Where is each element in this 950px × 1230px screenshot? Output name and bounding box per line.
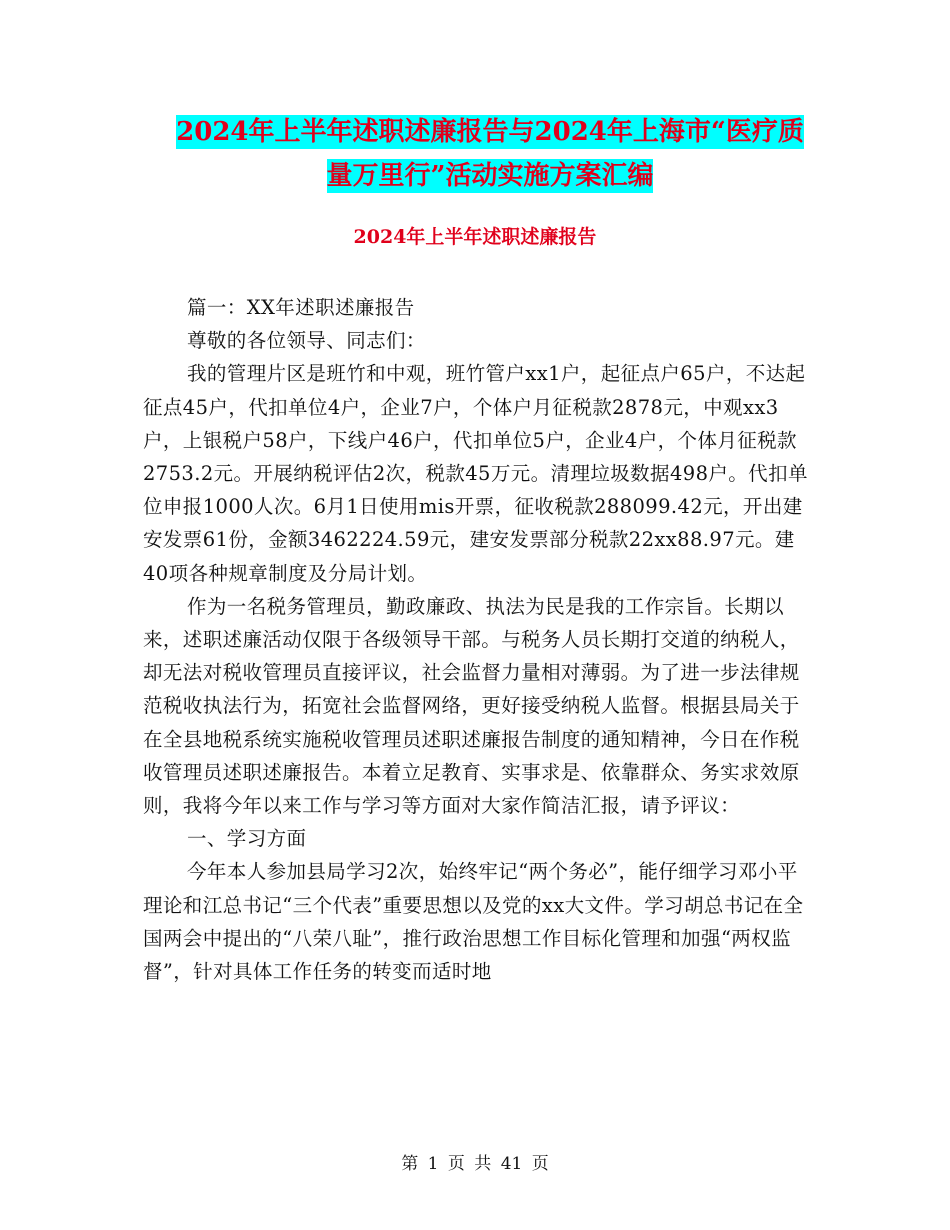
- paragraph-salutation: 尊敬的各位领导、同志们：: [187, 329, 426, 353]
- paragraph-management-area: 我的管理片区是班竹和中观，班竹管户xx1户，起征点户65户，不达起征点45户，代扣单位4户，企业7户，个体户月征税款2878元，中观xx3户，上银税户58户，下线户46户，代扣单位5户，企业4户，个体月征税款2753.2元。开展纳税评估2次，税款45万元。清理垃圾数据498户。代扣单位申报1000人次。6月1日使用mis开票，征收税款288099.42元，开出建安发票61份，金额3462224.59元，建安发票部分税款22xx88.97元。建40项各种规章制度及分局计划。: [143, 362, 808, 585]
- document-main-title: [140, 110, 840, 198]
- main-title-line-1: 2024年上半年述职述廉报告与2024年上海市“医疗质: [176, 117, 804, 147]
- document-body: [143, 291, 815, 988]
- section-title: 2024年上半年述职述廉报告: [353, 226, 597, 248]
- paragraph-study: 今年本人参加县局学习2次，始终牢记“两个务必”，能仔细学习邓小平理论和江总书记“三个代表”重要思想以及党的xx大文件。学习胡总书记在全国两会中提出的“八荣八耻”，推行政治思想工作目标化管理和加强“两权监督”，针对具体工作任务的转变而适时地: [143, 860, 804, 984]
- paragraph-subheading-study: 一、学习方面: [187, 827, 307, 851]
- paragraph-work-purpose: 作为一名税务管理员，勤政廉政、执法为民是我的工作宗旨。长期以来，述职述廉活动仅限于各级领导干部。与税务人员长期打交道的纳税人，却无法对税收管理员直接评议，社会监督力量相对薄弱。为了进一步法律规范税收执法行为，拓宽社会监督网络，更好接受纳税人监督。根据县局关于在全县地税系统实施税收管理员述职述廉报告制度的通知精神，今日在作税收管理员述职述廉报告。本着立足教育、实事求是、依靠群众、务实求效原则，我将今年以来工作与学习等方面对大家作简洁汇报，请予评议：: [143, 594, 800, 818]
- main-title-line-2: 量万里行”活动实施方案汇编: [326, 161, 654, 191]
- page-footer: 第 1 页 共 41 页: [401, 1154, 549, 1174]
- paragraph-heading: 篇一：XX年述职述廉报告: [187, 296, 415, 319]
